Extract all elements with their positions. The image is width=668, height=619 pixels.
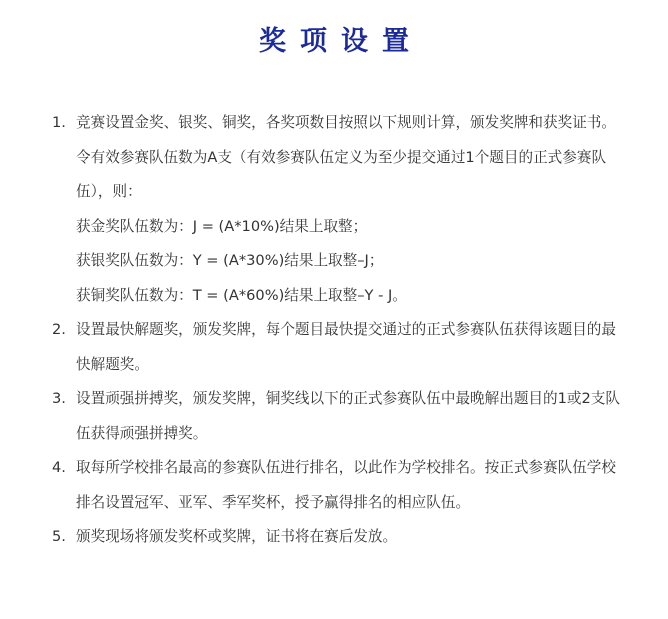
item-number: 3. xyxy=(52,390,66,407)
award-rules-list xyxy=(52,106,622,555)
item-text: 设置最快解题奖，颁发奖牌，每个题目最快提交通过的正式参赛队伍获得该题目的最快解题奖。 xyxy=(76,321,616,373)
list-item xyxy=(52,313,622,382)
item-number: 2. xyxy=(52,321,66,338)
page-title: 奖项设置 xyxy=(259,26,423,57)
item-text: 竞赛设置金奖、银奖、铜奖，各奖项数目按照以下规则计算，颁发奖牌和获奖证书。 xyxy=(76,114,616,131)
list-item xyxy=(52,382,622,451)
list-item xyxy=(52,451,622,520)
sub-text: 令有效参赛队伍数为A支（有效参赛队伍定义为至少提交通过1个题目的正式参赛队伍），则： xyxy=(76,148,607,200)
item-number: 4. xyxy=(52,459,66,476)
list-item xyxy=(52,520,622,555)
item-text: 取每所学校排名最高的参赛队伍进行排名，以此作为学校排名。按正式参赛队伍学校排名设置冠军、亚军、季军奖杯，授予赢得排名的相应队伍。 xyxy=(76,459,616,511)
item-number: 5. xyxy=(52,528,66,545)
item-text: 颁奖现场将颁发奖杯或奖牌，证书将在赛后发放。 xyxy=(76,528,398,545)
item-number: 1. xyxy=(52,114,66,131)
bronze-formula: 获铜奖队伍数为：T = (A*60%)结果上取整–Y - J。 xyxy=(76,286,407,304)
gold-formula: 获金奖队伍数为：J = (A*10%)结果上取整； xyxy=(76,217,368,235)
list-item xyxy=(52,106,622,313)
silver-formula: 获银奖队伍数为：Y = (A*30%)结果上取整–J； xyxy=(76,252,384,269)
item-text: 设置顽强拼搏奖，颁发奖牌，铜奖线以下的正式参赛队伍中最晚解出题目的1或2支队伍获得顽强拼搏奖。 xyxy=(76,390,620,442)
